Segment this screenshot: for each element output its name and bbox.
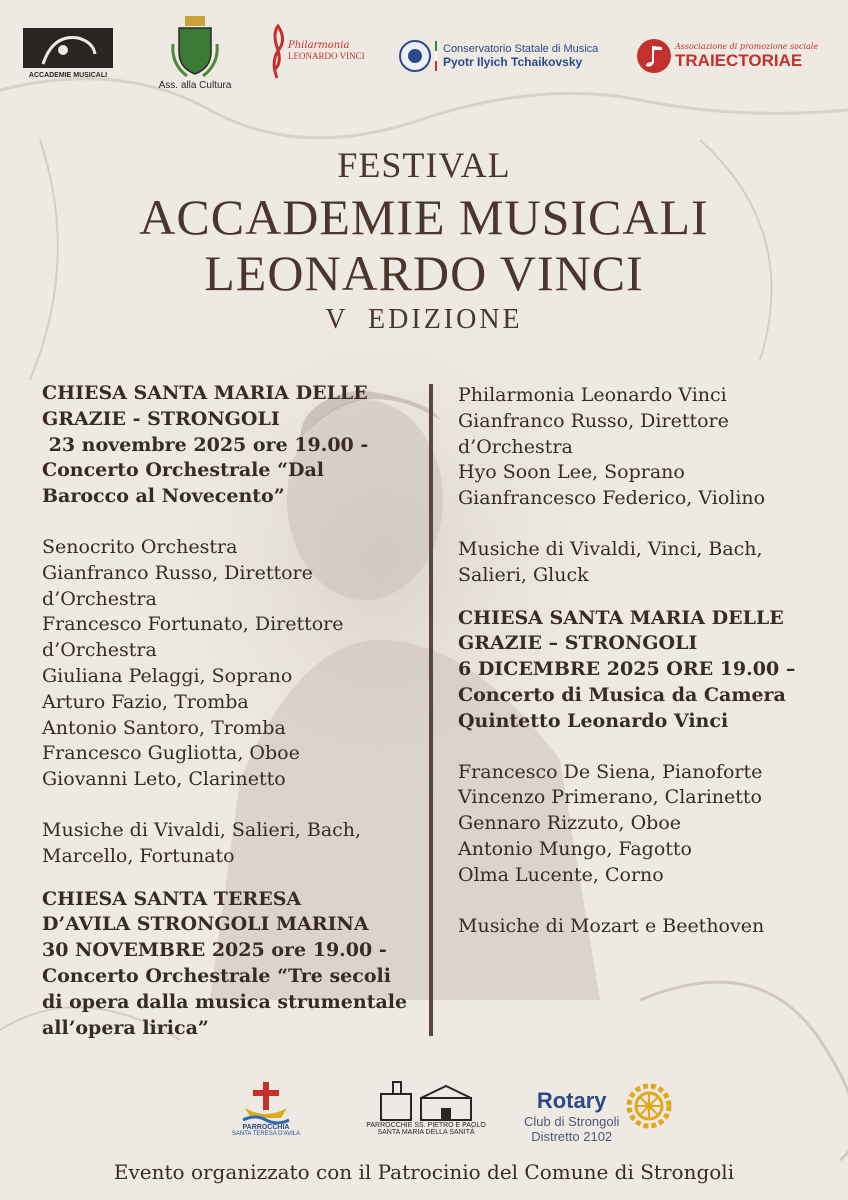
event3-venue-line2: GRAZIE – STRONGOLI	[458, 632, 698, 655]
traiectoriae-tag: Associazione di promozione sociale	[675, 41, 819, 51]
event2-venue-line2: D’AVILA STRONGOLI MARINA	[42, 913, 369, 936]
event1-music-line2: Marcello, Fortunato	[42, 844, 235, 867]
event3-performer: Francesco De Siena, Pianoforte	[458, 760, 763, 783]
event3-date: 6 DICEMBRE 2025 ORE 19.00 –	[458, 658, 796, 681]
church-icon	[371, 1080, 481, 1122]
event2-music-line2: Salieri, Gluck	[458, 563, 589, 586]
violin-icon	[23, 24, 113, 72]
event1-venue-line1: CHIESA SANTA MARIA DELLE	[42, 382, 368, 404]
event1-performer: Francesco Fortunato, Direttore	[42, 613, 344, 636]
accademie-musicali-logo	[22, 24, 114, 92]
ass-cultura-text: Ass. alla Cultura	[158, 80, 232, 91]
parrocchia1-line1: PARROCCHIA	[242, 1124, 290, 1131]
event2-performer: Philarmonia Leonardo Vinci	[458, 384, 727, 406]
event2-venue-line1: CHIESA SANTA TERESA	[42, 887, 302, 910]
cross-ship-icon	[241, 1080, 291, 1124]
parrocchia2-line2: SANTA MARIA DELLA SANITÀ	[377, 1129, 475, 1136]
event1-title-line1: Concerto Orchestrale “Dal	[42, 459, 325, 482]
right-column	[458, 383, 838, 939]
event2-music-line1: Musiche di Vivaldi, Vinci, Bach,	[458, 537, 763, 560]
parrocchia1-line2: SANTA TERESA D'AVILA	[231, 1131, 301, 1137]
event1-performer: Senocrito Orchestra	[42, 535, 238, 558]
event1-venue-line2: GRAZIE - STRONGOLI	[42, 407, 280, 430]
traiectoriae-logo	[636, 36, 836, 76]
rotary-wheel-icon	[625, 1082, 673, 1130]
column-divider	[429, 384, 433, 1036]
event1-performer: d’Orchestra	[42, 639, 157, 662]
event3-title-line2: Quintetto Leonardo Vinci	[458, 709, 729, 732]
treble-clef-icon	[268, 20, 286, 80]
event1-performer: d’Orchestra	[42, 587, 157, 610]
event2-title-line3: all’opera lirica”	[42, 1016, 209, 1039]
event1-performer: Giuliana Pelaggi, Soprano	[42, 664, 293, 687]
event3-venue-line1: CHIESA SANTA MARIA DELLE	[458, 606, 784, 629]
note-circle-icon	[636, 38, 672, 74]
parrocchia-santa-teresa-logo	[228, 1080, 304, 1152]
conservatorio-line2: Pyotr Ilyich Tchaikovsky	[443, 55, 583, 69]
footer-patronage: Evento organizzato con il Patrocinio del Comune di Strongoli	[113, 1160, 735, 1184]
edition-label: V EDIZIONE	[325, 304, 523, 335]
flag-icon	[432, 39, 440, 73]
event2-title-line1: Concerto Orchestrale “Tre secoli	[42, 964, 391, 987]
traiectoriae-name: TRAIECTORIAE	[675, 50, 803, 70]
conservatorio-line1: Conservatorio Statale di Musica	[443, 43, 599, 55]
event1-date: 23 novembre 2025 ore 19.00 -	[42, 433, 369, 456]
accademie-logo-text: ACCADEMIE MUSICALI	[28, 72, 108, 79]
ass-cultura-logo	[150, 14, 240, 98]
event2-date: 30 NOVEMBRE 2025 ore 19.00 -	[42, 939, 387, 962]
event3-performer: Vincenzo Primerano, Clarinetto	[458, 786, 762, 809]
event3-performer: Olma Lucente, Corno	[458, 863, 664, 886]
event3-performer: Antonio Mungo, Fagotto	[458, 837, 692, 860]
festival-label: FESTIVAL	[337, 145, 511, 185]
emblem-icon	[398, 39, 432, 73]
event1-music-line1: Musiche di Vivaldi, Salieri, Bach,	[42, 818, 362, 841]
rotary-name: Rotary	[536, 1088, 607, 1113]
rotary-logo	[524, 1080, 704, 1152]
event1-title-line2: Barocco al Novecento”	[42, 485, 285, 508]
event1-performer: Giovanni Leto, Clarinetto	[42, 768, 286, 791]
event2-performer: Gianfranco Russo, Direttore	[458, 409, 729, 432]
philarmonia-script: Philarmonia	[288, 39, 350, 51]
event3-performer: Gennaro Rizzuto, Oboe	[458, 812, 681, 835]
event2-title-line2: di opera dalla musica strumentale	[42, 990, 408, 1013]
philarmonia-logo	[268, 18, 368, 82]
event1-performer: Arturo Fazio, Tromba	[42, 690, 249, 713]
event1-performer: Gianfranco Russo, Direttore	[42, 561, 313, 584]
event3-title-line1: Concerto di Musica da Camera	[458, 683, 786, 706]
rotary-line1: Club di Strongoli	[524, 1114, 620, 1129]
event1-performer: Francesco Gugliotta, Oboe	[42, 742, 300, 765]
coat-of-arms-icon	[169, 14, 221, 80]
event1-performer: Antonio Santoro, Tromba	[42, 716, 286, 739]
conservatorio-logo	[398, 36, 608, 76]
left-column	[42, 381, 422, 1041]
rotary-line2: Distretto 2102	[531, 1129, 613, 1144]
event2-performer: Gianfrancesco Federico, Violino	[458, 487, 766, 510]
festival-title-line1: ACCADEMIE MUSICALI	[139, 189, 709, 245]
parrocchia2-line1: PARROCCHIE SS. PIETRO E PAOLO	[366, 1122, 486, 1129]
event3-music: Musiche di Mozart e Beethoven	[458, 914, 765, 937]
philarmonia-name: LEONARDO VINCI	[288, 50, 365, 61]
parrocchie-sspietro-logo	[362, 1080, 490, 1150]
event2-performer: d’Orchestra	[458, 435, 573, 458]
event2-performer: Hyo Soon Lee, Soprano	[458, 461, 685, 484]
festival-title-line2: LEONARDO VINCI	[204, 245, 644, 301]
